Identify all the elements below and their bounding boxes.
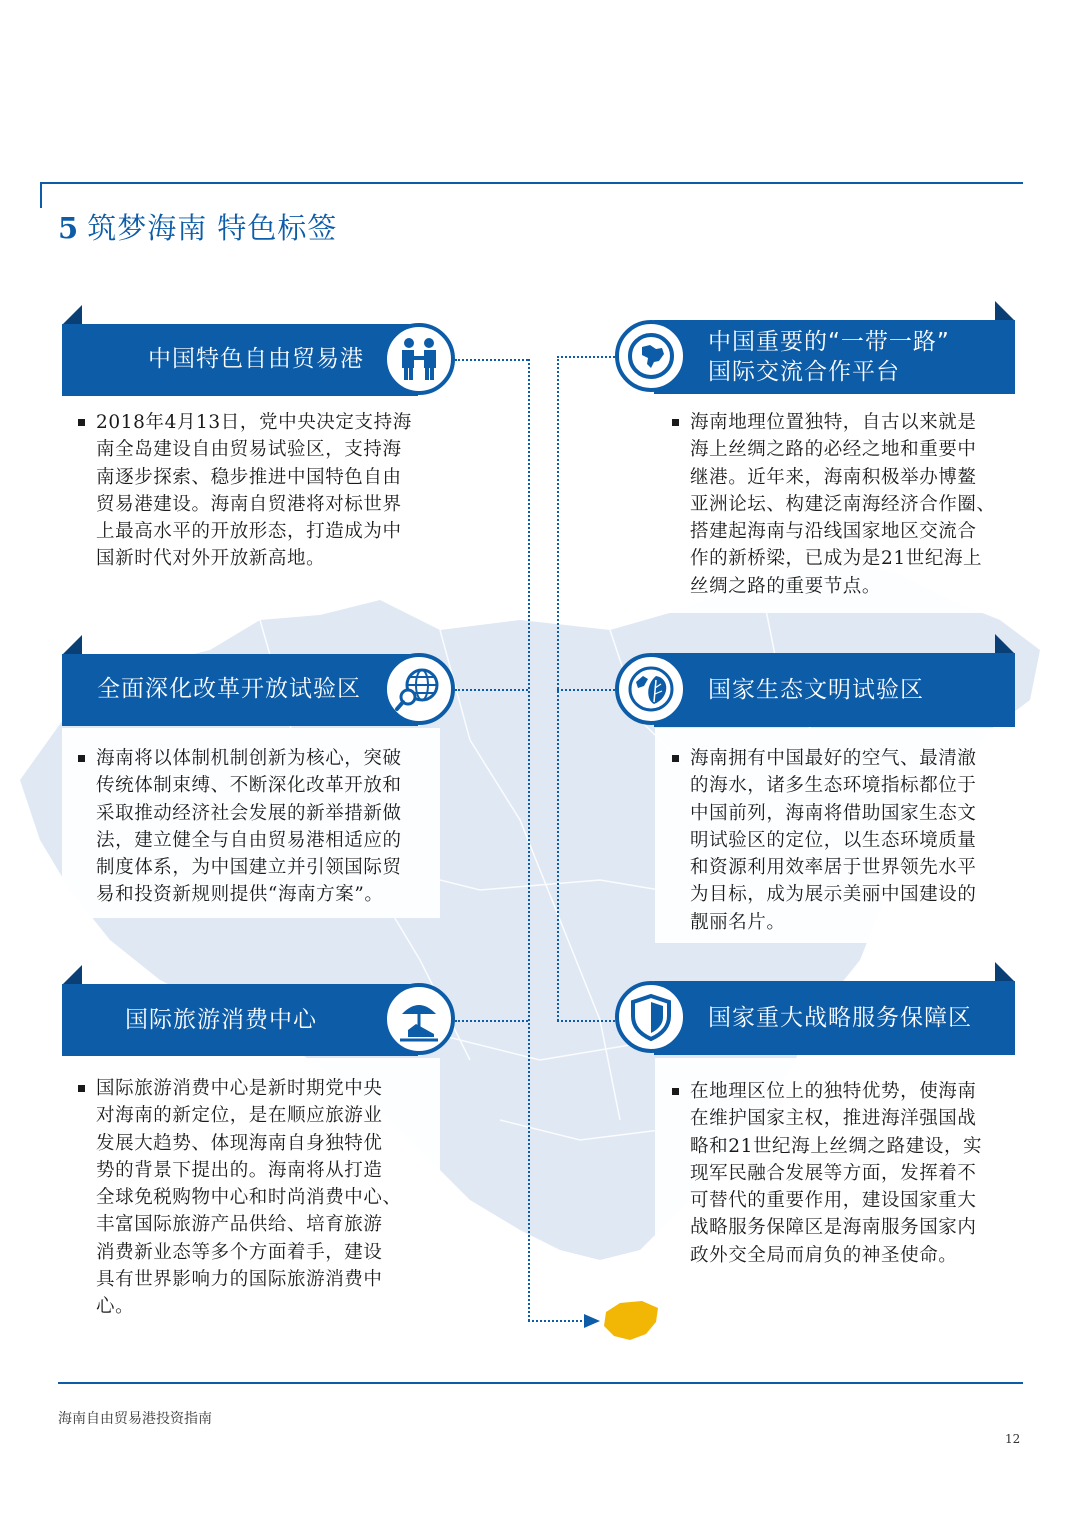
header-rule: [40, 182, 1023, 184]
leaf-globe-icon: [626, 664, 676, 714]
card3-line: 采取推动经济社会发展的新举措新做: [96, 802, 402, 824]
connector-spine-left: [528, 359, 530, 1321]
card1-line: 2018年4月13日，党中央决定支持海: [96, 412, 412, 433]
card5-line: 具有世界影响力的国际旅游消费中: [96, 1269, 383, 1291]
card5-line: 势的背景下提出的。海南将从打造: [96, 1159, 383, 1181]
card1-line: 贸易港建设。海南自贸港将对标世界: [96, 493, 402, 515]
card5-line: 心。: [96, 1296, 135, 1318]
card5-body: [96, 1075, 436, 1321]
card3-body: [96, 745, 436, 909]
hainan-island-icon: [600, 1300, 662, 1342]
card5-banner-fold: [62, 965, 82, 985]
card2-icon-circle: [615, 320, 687, 392]
footer-doc-title: 海南自由贸易港投资指南: [58, 1411, 212, 1427]
card5-banner: [62, 984, 418, 1056]
card3-line: 传统体制束缚、不断深化改革开放和: [96, 775, 402, 797]
connector-card6: [557, 1020, 615, 1022]
card2-line: 继港。近年来，海南积极举办博鳌: [690, 466, 977, 488]
beach-umbrella-icon: [394, 994, 444, 1044]
card2-banner-fold: [995, 301, 1015, 321]
card6-line: 略和21世纪海上丝绸之路建设，实: [690, 1135, 983, 1157]
card6-banner-fold: [995, 962, 1015, 982]
card6-body: [690, 1078, 1020, 1269]
card3-icon-circle: [383, 653, 455, 725]
card6-line: 政外交全局而肩负的神圣使命。: [690, 1244, 958, 1266]
card4-banner: [654, 653, 1015, 727]
card2-title-line1: 中国重要的“一带一路”: [708, 329, 950, 355]
card6-title: 国家重大战略服务保障区: [708, 1005, 972, 1031]
card6-line: 战略服务保障区是海南服务国家内: [690, 1217, 977, 1239]
card4-body: [690, 745, 1020, 936]
connector-card1: [455, 359, 528, 361]
card6-line: 在地理区位上的独特优势，使海南: [690, 1081, 977, 1102]
card1-bullet: [78, 419, 85, 426]
header-rule-tick: [40, 182, 42, 208]
card5-line: 全球免税购物中心和时尚消费中心、: [96, 1187, 402, 1209]
card1-body: [96, 409, 436, 573]
card4-line: 的海水，诸多生态环境指标都位于: [690, 775, 977, 797]
card3-title: 全面深化改革开放试验区: [97, 676, 361, 702]
card4-line: 中国前列，海南将借助国家生态文: [690, 802, 977, 824]
card4-banner-fold: [995, 634, 1015, 654]
card1-title: 中国特色自由贸易港: [148, 346, 364, 372]
card5-icon-circle: [383, 983, 455, 1055]
card4-line: 和资源利用效率居于世界领先水平: [690, 857, 977, 879]
card6-line: 现军民融合发展等方面，发挥着不: [690, 1162, 977, 1184]
shield-icon: [626, 992, 676, 1042]
footer-rule: [58, 1382, 1023, 1384]
card4-line: 靓丽名片。: [690, 911, 786, 933]
card4-line: 明试验区的定位，以生态环境质量: [690, 829, 977, 851]
connector-card3: [455, 689, 528, 691]
card4-line: 海南拥有中国最好的空气、最清澈: [690, 748, 977, 769]
card3-banner-fold: [62, 635, 82, 655]
card6-line: 在维护国家主权，推进海洋强国战: [690, 1108, 977, 1130]
card5-line: 消费新业态等多个方面着手，建设: [96, 1241, 383, 1263]
globe-magnifier-icon: [394, 664, 444, 714]
card5-bullet: [78, 1085, 85, 1092]
card5-line: 对海南的新定位，是在顺应旅游业: [96, 1105, 383, 1127]
section-title-text: 筑梦海南 特色标签: [87, 211, 338, 245]
card1-banner-fold: [62, 305, 82, 325]
section-title: [58, 206, 337, 247]
card1-icon-circle: [383, 323, 455, 395]
card1-line: 上最高水平的开放形态，打造成为中: [96, 521, 402, 543]
card6-icon-circle: [615, 981, 687, 1053]
card2-title: [708, 327, 950, 387]
connector-bottom: [528, 1320, 590, 1322]
card6-line: 可替代的重要作用，建设国家重大: [690, 1190, 977, 1212]
card2-line: 亚洲论坛、构建泛南海经济合作圈、: [690, 493, 996, 515]
card3-line: 易和投资新规则提供“海南方案”。: [96, 884, 384, 906]
card6-banner: [654, 981, 1015, 1055]
card1-banner: [62, 324, 418, 396]
card5-line: 国际旅游消费中心是新时期党中央: [96, 1078, 383, 1099]
card2-bullet: [672, 419, 679, 426]
card1-line: 南全岛建设自由贸易试验区，支持海: [96, 439, 402, 461]
card2-line: 丝绸之路的重要节点。: [690, 575, 882, 597]
card1-line: 南逐步探索、稳步推进中国特色自由: [96, 466, 402, 488]
card4-line: 为目标，成为展示美丽中国建设的: [690, 884, 977, 906]
card4-bullet: [672, 755, 679, 762]
card2-line: 海南地理位置独特，自古以来就是: [690, 412, 977, 433]
card5-title: 国际旅游消费中心: [125, 1007, 317, 1033]
card4-title: 国家生态文明试验区: [708, 677, 924, 703]
card2-banner: [654, 320, 1015, 394]
card4-icon-circle: [615, 653, 687, 725]
card1-line: 国新时代对外开放新高地。: [96, 548, 326, 570]
connector-card2: [557, 356, 615, 358]
card3-bullet: [78, 755, 85, 762]
card3-line: 法，建立健全与自由贸易港相适应的: [96, 829, 402, 851]
card5-line: 丰富国际旅游产品供给、培育旅游: [96, 1214, 383, 1236]
globe-map-icon: [626, 331, 676, 381]
section-number: 5: [58, 211, 80, 245]
handshake-people-icon: [394, 334, 444, 384]
connector-card4: [557, 689, 615, 691]
card2-line: 搭建起海南与沿线国家地区交流合: [690, 521, 977, 543]
connector-card5: [455, 1020, 528, 1022]
card5-line: 发展大趋势、体现海南自身独特优: [96, 1132, 383, 1154]
card3-banner: [62, 654, 418, 726]
card3-line: 海南将以体制机制创新为核心，突破: [96, 748, 402, 769]
card2-line: 海上丝绸之路的必经之地和重要中: [690, 439, 977, 461]
page-number: 12: [1005, 1432, 1021, 1446]
card2-body: [690, 409, 1020, 600]
card6-bullet: [672, 1088, 679, 1095]
card3-line: 制度体系，为中国建立并引领国际贸: [96, 857, 402, 879]
card2-title-line2: 国际交流合作平台: [708, 359, 900, 385]
card2-line: 作的新桥梁，已成为是21世纪海上: [690, 548, 983, 570]
